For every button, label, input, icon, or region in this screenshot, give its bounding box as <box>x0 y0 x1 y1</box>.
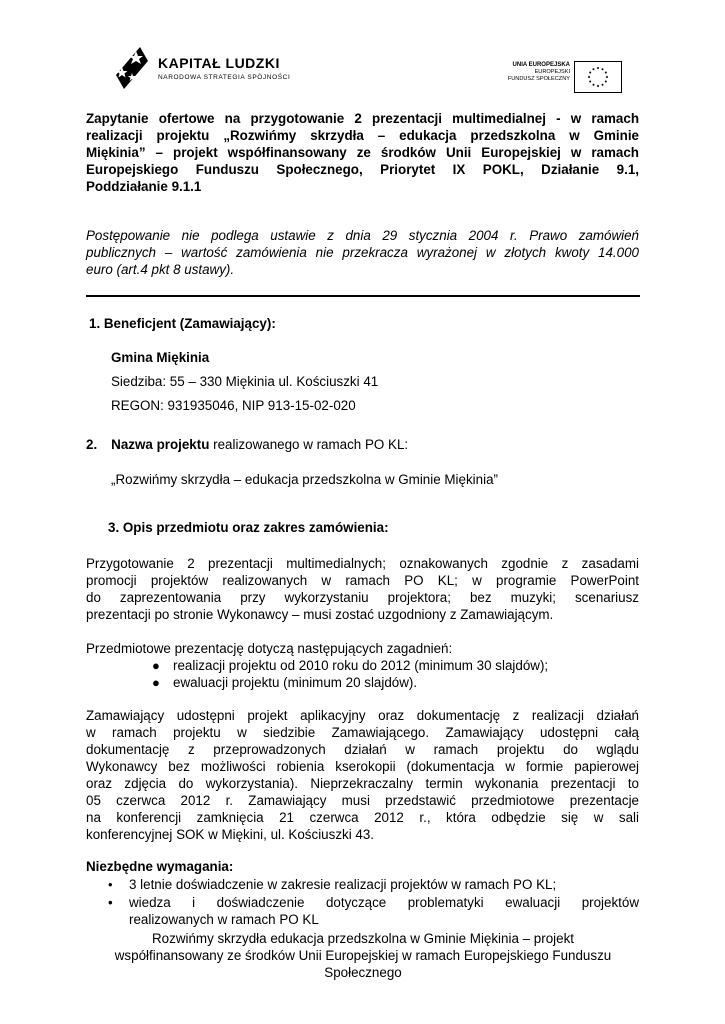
notice-line: publicznych – wartość zamówienia nie przekracza wyrażonej w złotych kwoty 14.000 <box>86 245 639 260</box>
title-line: Poddziałanie 9.1.1 <box>86 179 202 194</box>
requirements-heading: Niezbędne wymagania: <box>86 859 234 874</box>
eu-logo-line-2: EUROPEJSKI <box>534 69 570 75</box>
notice-line: euro (art.4 pkt 8 ustawy). <box>86 262 235 277</box>
footer-line: Rozwińmy skrzydła edukacja przedszkolna w Gminie Miękinia – projekt <box>152 931 574 946</box>
eu-flag-icon <box>574 61 622 93</box>
paragraph-line: oraz zdjęcia do wykorzystania). Nieprzekraczalny termin wykonania prezentacji to <box>86 776 639 791</box>
title-line: Miękinia” – projekt współfinansowany ze środków Unii Europejskiej w ramach <box>86 145 639 160</box>
paragraph-line: konferencyjnej SOK w Miękini, ul. Kościuszki 43. <box>86 827 375 842</box>
logo-subtitle: NARODOWA STRATEGIA SPÓJNOŚCI <box>158 74 291 81</box>
project-name: „Rozwińmy skrzydła – edukacja przedszkolna w Gminie Miękinia” <box>111 472 498 487</box>
notice-line: Postępowanie nie podlega ustawie z dnia 29 stycznia 2004 r. Prawo zamówień <box>86 228 639 243</box>
bullet-icon: • <box>108 895 113 910</box>
bullet-icon: • <box>108 877 113 892</box>
legal-notice <box>86 227 639 278</box>
paragraph-line: do zaprezentowania przy wykorzystaniu projektora; bez muzyki; scenariusz <box>86 590 639 605</box>
horizontal-rule <box>86 295 640 297</box>
section-2-number: 2. <box>86 437 98 452</box>
section-2-label: Nazwa projektu <box>111 437 210 452</box>
section-3-heading: 3. Opis przedmiotu oraz zakres zamówienia: <box>108 520 389 535</box>
document-title <box>86 110 639 195</box>
kapital-ludzki-logo <box>110 45 290 95</box>
eu-logo <box>500 62 625 94</box>
title-line: Europejskiego Funduszu Społecznego, Priorytet IX POKL, Działanie 9.1, <box>86 162 639 177</box>
paragraph-line: prezentacji po stronie Wykonawcy – musi zostać uzgodniony z Zamawiającym. <box>86 607 554 622</box>
title-line: realizacji projektu „Rozwińmy skrzydła – edukacja przedszkolna w Gminie <box>86 128 639 143</box>
beneficiary-address: Siedziba: 55 – 330 Miękinia ul. Kościuszki 41 <box>111 374 379 389</box>
logo-name: KAPITAŁ LUDZKI <box>158 55 280 71</box>
eu-logo-line-1: UNIA EUROPEJSKA <box>512 62 570 68</box>
paragraph-line: Przygotowanie 2 prezentacji multimedialnych; oznakowanych zgodnie z zasadami <box>86 556 639 571</box>
section-3-paragraph-3 <box>86 707 639 843</box>
paragraph-line: promocji projektów realizowanych w ramach PO KL; w programie PowerPoint <box>86 573 639 588</box>
kapital-ludzki-emblem-icon <box>110 45 156 91</box>
paragraph-line: Wykonawcy bez możliwości robienia kserokopii (dokumentacja w formie papierowej <box>86 759 639 774</box>
title-line: Zapytanie ofertowe na przygotowanie 2 prezentacji multimedialnej - w ramach <box>86 111 639 126</box>
list-item-text: 3 letnie doświadczenie w zakresie realizacji projektów w ramach PO KL; <box>129 877 557 892</box>
list-item-text: realizowanych w ramach PO KL <box>129 912 319 927</box>
section-2-label-rest: realizowanego w ramach PO KL: <box>209 437 409 452</box>
footer-line: współfinansowany ze środków Unii Europejskiej w ramach Europejskiego Funduszu <box>114 948 612 963</box>
section-1-heading: 1. Beneficjent (Zamawiający): <box>89 316 276 331</box>
paragraph-line: dokumentację z przeprowadzonych działań w ramach projektu do wglądu <box>86 742 639 757</box>
footer-line: Społecznego <box>324 965 402 980</box>
paragraph-line: Zamawiający udostępni projekt aplikacyjny oraz dokumentację z realizacji działań <box>86 708 639 723</box>
page-footer <box>86 930 640 981</box>
beneficiary-ids: REGON: 931935046, NIP 913-15-02-020 <box>111 398 356 413</box>
bullet-icon: ● <box>152 675 160 690</box>
eu-logo-line-3: FUNDUSZ SPOŁECZNY <box>507 76 570 82</box>
list-item-text: realizacji projektu od 2010 roku do 2012 (minimum 30 slajdów); <box>173 658 549 673</box>
paragraph-line: na konferencji zamknięcia 21 czerwca 2012 r., która odbędzie się w sali <box>86 810 639 825</box>
paragraph-line: w ramach projektu w siedzibie Zamawiającego. Zamawiający udostępni całą <box>86 725 639 740</box>
section-2-heading <box>86 436 408 453</box>
bullet-icon: ● <box>152 658 160 673</box>
list-item-text: ewaluacji projektu (minimum 20 slajdów). <box>173 675 418 690</box>
paragraph-line: 05 czerwca 2012 r. Zamawiający musi przedstawić przedmiotowe prezentacje <box>86 793 639 808</box>
section-3-paragraph-2: Przedmiotowe prezentację dotyczą następujących zagadnień: <box>86 641 453 656</box>
section-3-paragraph-1 <box>86 555 639 623</box>
beneficiary-name: Gmina Miękinia <box>111 350 210 365</box>
list-item-text: wiedza i doświadczenie dotyczące problematyki ewaluacji projektów <box>129 895 639 910</box>
